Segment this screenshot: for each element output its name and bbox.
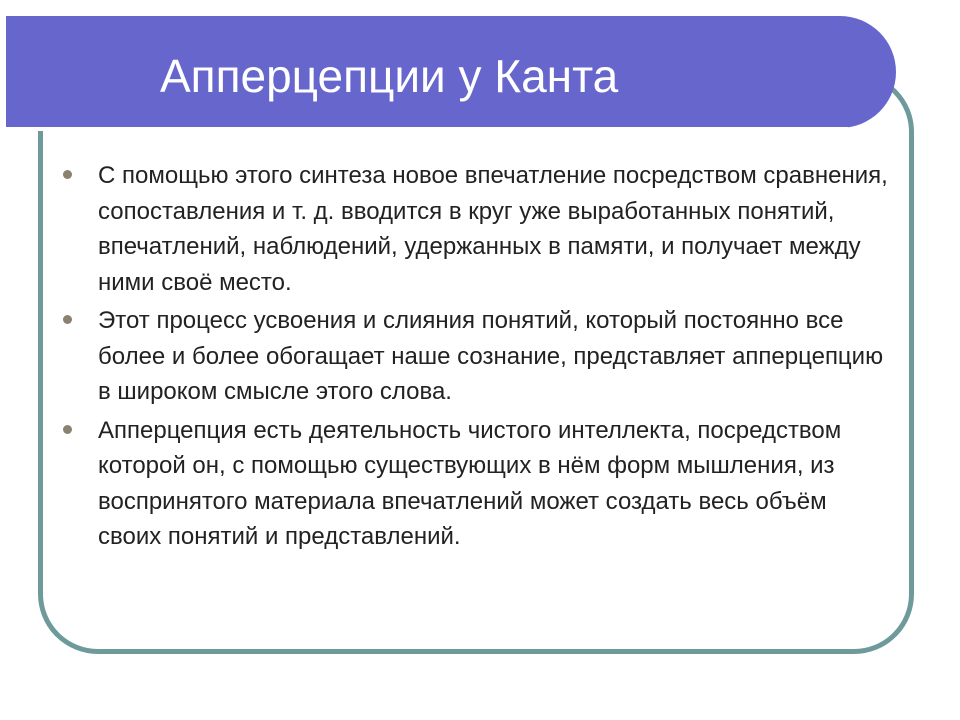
bullet-text-3: Апперцепция есть деятельность чистого интеллекта, посредством которой он, с помощью существующих в нём форм мышления, из воспринятого материала впечатлений может создать весь объём своих понятий и представлений. (98, 416, 842, 550)
title-underline (6, 127, 848, 131)
bullet-dot-icon (63, 170, 72, 179)
bullet-dot-icon (63, 425, 72, 434)
bullet-item-2 (63, 303, 893, 410)
bullet-list (63, 158, 893, 558)
bullet-dot-icon (63, 315, 72, 324)
bullet-text-2: Этот процесс усвоения и слияния понятий, который постоянно все более и более обогащает наше сознание, представляет апперцепцию в широком смысле этого слова. (98, 307, 884, 405)
bullet-item-1 (63, 158, 893, 300)
slide-title: Апперцепции у Канта (160, 50, 619, 102)
bullet-item-3 (63, 413, 893, 555)
bullet-text-1: С помощью этого синтеза новое впечатление посредством сравнения, сопоставления и т. д. вводится в круг уже выработанных понятий, впечатлений, наблюдений, удержанных в памяти, и получает между ними своё место. (98, 162, 888, 296)
